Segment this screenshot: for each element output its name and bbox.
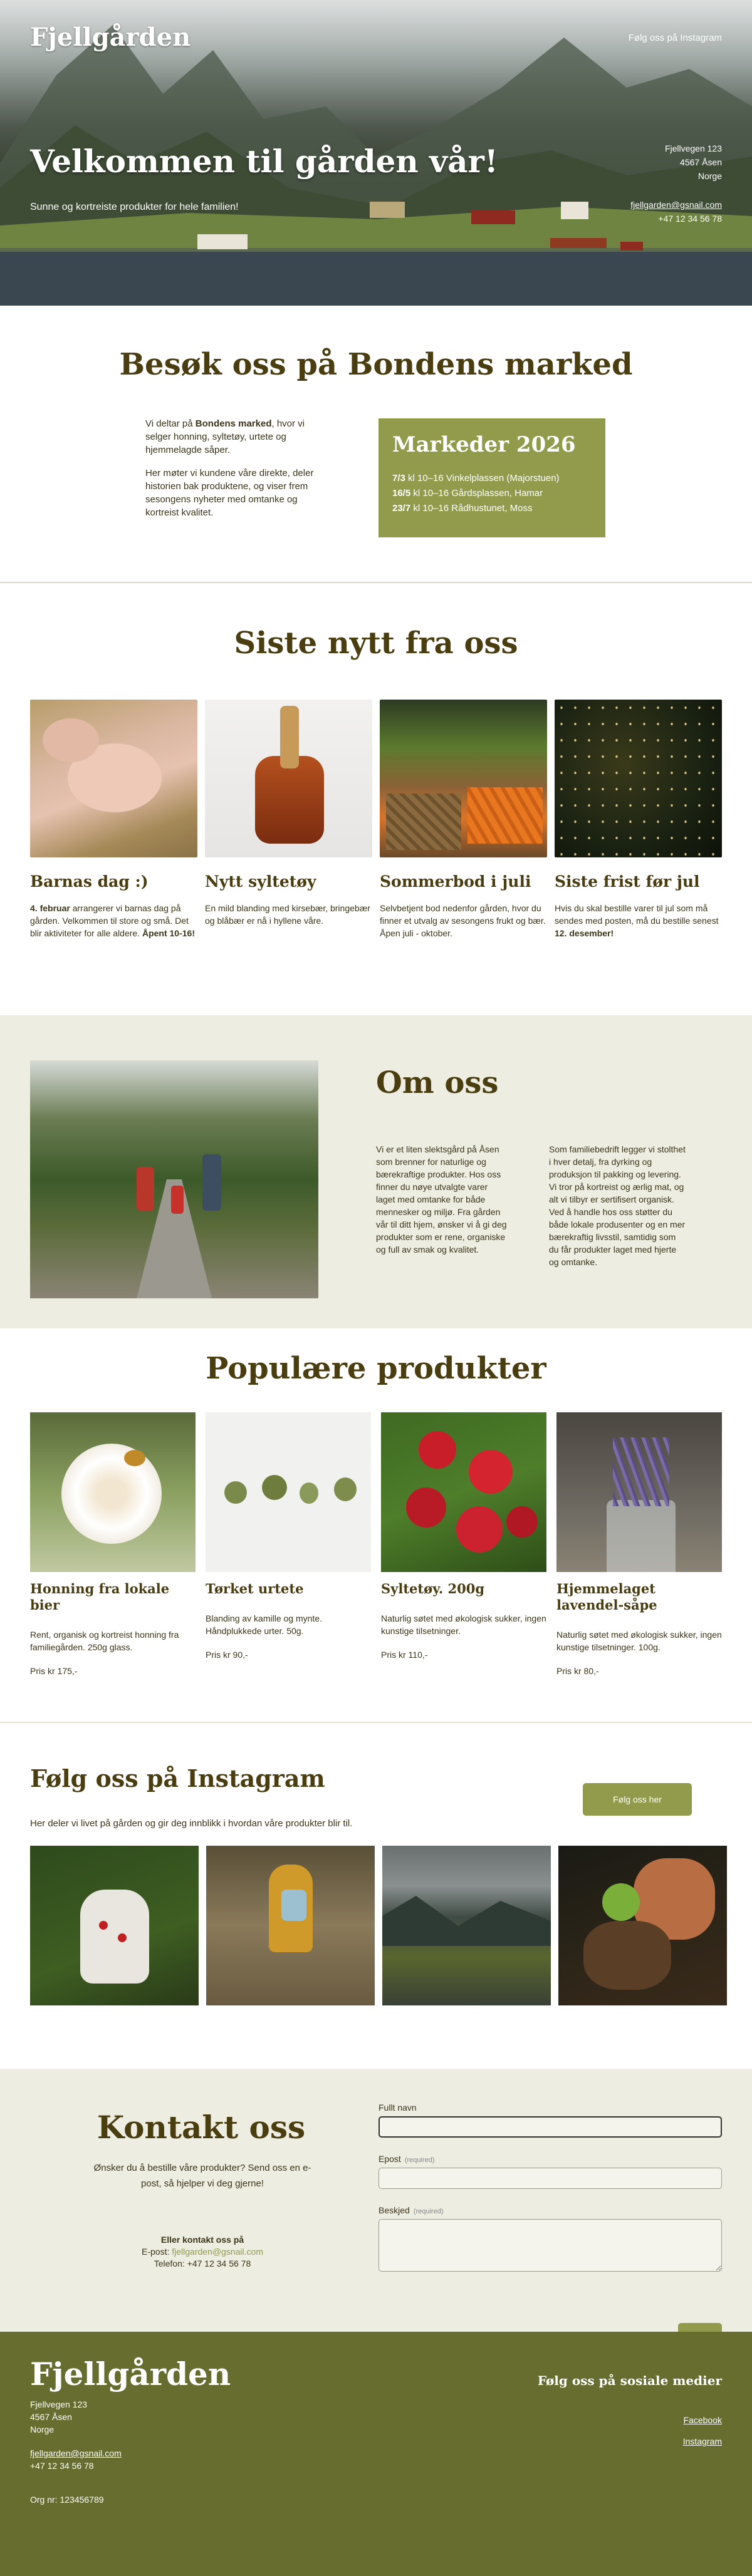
email-label: Epost (required): [379, 2154, 435, 2164]
contact-info-title: Eller kontakt oss på: [160, 2235, 244, 2245]
hero-contact: [630, 198, 722, 225]
instagram-lead: Her deler vi livet på gården og gir deg innblikk i hvordan våre produkter blir til.: [30, 1818, 353, 1829]
instagram-post-hands-plant[interactable]: [558, 1846, 727, 2005]
product-card[interactable]: [556, 1412, 722, 1677]
instagram-grid: [30, 1846, 727, 2005]
contact-section: [0, 2069, 752, 2332]
message-label: Beskjed (required): [379, 2205, 444, 2215]
email-input[interactable]: [379, 2168, 722, 2189]
market-dates-box: [379, 418, 605, 537]
pigs-image: [30, 700, 197, 857]
vegetables-image: [380, 700, 547, 857]
address-line: Norge: [30, 2424, 55, 2434]
product-card[interactable]: [381, 1412, 546, 1677]
follow-instagram-button[interactable]: Følg oss her: [583, 1783, 692, 1816]
products-grid: [30, 1412, 722, 1677]
footer-org-number: Org nr: 123456789: [30, 2495, 104, 2505]
footer-phone: +47 12 34 56 78: [30, 2461, 94, 2471]
news-card[interactable]: [205, 700, 372, 939]
hero-address: [665, 142, 722, 183]
hero-email-link[interactable]: fjellgarden@gsnail.com: [630, 200, 722, 210]
product-name: Tørket urtete: [206, 1581, 304, 1596]
contact-phone: Telefon: +47 12 34 56 78: [154, 2258, 251, 2268]
product-description: Rent, organisk og kortreist honning fra familiegården. 250g glass.: [30, 1630, 179, 1652]
news-text: 4. februar arrangerer vi barnas dag på gården. Velkommen til store og små. Det blir aktiviteter for alle aldere. Åpent 10-16!: [30, 903, 195, 938]
news-text: En mild blanding med kirsebær, bringebær og blåbær er nå i hyllene våre.: [205, 903, 370, 926]
contact-info: [93, 2234, 312, 2270]
message-textarea[interactable]: [379, 2219, 722, 2272]
product-card[interactable]: [206, 1412, 371, 1677]
news-section: [0, 583, 752, 1015]
product-description: Blanding av kamille og mynte. Håndplukkede urter. 50g.: [206, 1613, 322, 1636]
full-name-input[interactable]: [379, 2116, 722, 2138]
social-links: [683, 2409, 722, 2452]
about-text-left: Vi er et liten slektsgård på Åsen som brenner for naturlige og bærekraftige produkter. Hos oss finner du nøye utvalgte varer laget med omtanke for både mennesker og miljø. Fra gården vår til ditt hjem, ønsker vi å gi deg produkter som er rene, organiske og full av smak og kvalitet.: [376, 1144, 507, 1254]
christmas-lights-image: [555, 700, 722, 857]
product-description: Naturlig søtet med økologisk sukker, ingen kunstige tilsetninger. 100g.: [556, 1630, 722, 1652]
products-title: Populære produkter: [206, 1351, 546, 1386]
instagram-title: Følg oss på Instagram: [30, 1764, 325, 1792]
product-card[interactable]: [30, 1412, 196, 1677]
contact-email: E-post: fjellgarden@gsnail.com: [142, 2247, 263, 2257]
news-card[interactable]: [555, 700, 722, 939]
products-section: [0, 1328, 752, 1723]
address-line: Fjellvegen 123: [30, 2399, 88, 2409]
market-title: Besøk oss på Bondens marked: [119, 347, 633, 382]
market-box-title: Markeder 2026: [392, 432, 576, 457]
instagram-post-valley[interactable]: [382, 1846, 551, 2005]
market-text: [145, 417, 327, 529]
product-name: Honning fra lokale bier: [30, 1581, 170, 1613]
address-line: Fjellvegen 123: [664, 143, 722, 153]
instagram-section: [0, 1723, 752, 2069]
product-description: Naturlig søtet med økologisk sukker, ingen kunstige tilsetninger.: [381, 1613, 546, 1636]
contact-email-link[interactable]: fjellgarden@gsnail.com: [172, 2247, 263, 2257]
site-logo[interactable]: Fjellgården: [30, 23, 191, 52]
about-title: Om oss: [376, 1065, 499, 1100]
footer-contact: [30, 2447, 122, 2472]
instagram-link[interactable]: Instagram: [682, 2436, 722, 2446]
facebook-link[interactable]: Facebook: [683, 2415, 722, 2425]
market-section: [0, 306, 752, 583]
product-name: Syltetøy. 200g: [381, 1581, 485, 1596]
market-date: 7/3 kl 10–16 Vinkelplassen (Majorstuen): [392, 473, 560, 484]
name-label: Fullt navn: [379, 2103, 417, 2113]
contact-title: Kontakt oss: [97, 2109, 306, 2146]
footer-email-link[interactable]: fjellgarden@gsnail.com: [30, 2448, 122, 2458]
product-name: Hjemmelaget lavendel-såpe: [556, 1581, 657, 1613]
contact-intro: Ønsker du å bestille våre produkter? Send oss en e-post, så hjelper vi deg gjerne!: [93, 2163, 311, 2189]
news-heading: Nytt syltetøy: [205, 872, 316, 891]
about-section: [0, 1015, 752, 1328]
footer-logo[interactable]: Fjellgården: [30, 2356, 231, 2392]
news-heading: Barnas dag :): [30, 872, 149, 891]
news-card[interactable]: [30, 700, 197, 939]
about-text-right: Som familiebedrift legger vi stolthet i hver detalj, fra dyrking og produksjon til pakking og levering. Vi tror på kortreist og ærlig mat, og alt vi tilbyr er sertifisert organisk. Ved å handle hos oss støtter du både lokale produsenter og en mer bærekraftig livsstil, samtidig som du får produkter laget med hjerte og omtanke.: [549, 1144, 686, 1267]
family-walk-image: [30, 1060, 318, 1298]
contact-form: [379, 2103, 722, 2291]
hero-subtitle: Sunne og kortreiste produkter for hele familien!: [30, 202, 239, 212]
lavender-image: [556, 1412, 722, 1572]
news-text: Hvis du skal bestille varer til jul som må sendes med posten, må du bestille senest 12. desember!: [555, 903, 719, 938]
product-price: Pris kr 90,-: [206, 1650, 248, 1660]
site-footer: [0, 2332, 752, 2576]
instagram-post-glove-berries[interactable]: [30, 1846, 199, 2005]
address-line: 4567 Åsen: [680, 157, 722, 167]
news-heading: Sommerbod i juli: [380, 872, 531, 891]
product-price: Pris kr 80,-: [556, 1666, 599, 1676]
news-title: Siste nytt fra oss: [234, 626, 518, 661]
herbs-image: [206, 1412, 371, 1572]
jam-jar-image: [205, 700, 372, 857]
news-card[interactable]: [380, 700, 547, 939]
news-text: Selvbetjent bod nedenfor gården, hvor du finner et utvalg av sesongens frukt og bær. Åpen juli - oktober.: [380, 903, 546, 938]
market-paragraph: Her møter vi kundene våre direkte, deler historien bak produktene, og viser frem sesongens nyheter med omtanke og kortreist kvalitet.: [145, 468, 314, 518]
address-line: 4567 Åsen: [30, 2412, 72, 2422]
news-grid: [30, 700, 722, 939]
footer-address: [30, 2398, 87, 2436]
hero-title: Velkommen til gården vår!: [30, 143, 498, 180]
market-paragraph: Vi deltar på Bondens marked, hvor vi selger honning, syltetøy, urtete og hjemmelagde såper.: [145, 418, 305, 455]
hero-phone: +47 12 34 56 78: [658, 214, 722, 224]
flower-bee-image: [30, 1412, 196, 1572]
social-title: Følg oss på sosiale medier: [537, 2373, 722, 2388]
product-price: Pris kr 110,-: [381, 1650, 428, 1660]
raspberries-image: [381, 1412, 546, 1572]
instagram-post-child-walking[interactable]: [206, 1846, 375, 2005]
hero-section: [0, 0, 752, 306]
product-price: Pris kr 175,-: [30, 1666, 78, 1676]
instagram-header-link[interactable]: Følg oss på Instagram: [628, 33, 722, 43]
market-date: 16/5 kl 10–16 Gårdsplassen, Hamar: [392, 488, 543, 499]
news-heading: Siste frist før jul: [555, 872, 700, 891]
address-line: Norge: [697, 171, 722, 181]
market-date: 23/7 kl 10–16 Rådhustunet, Moss: [392, 503, 533, 514]
